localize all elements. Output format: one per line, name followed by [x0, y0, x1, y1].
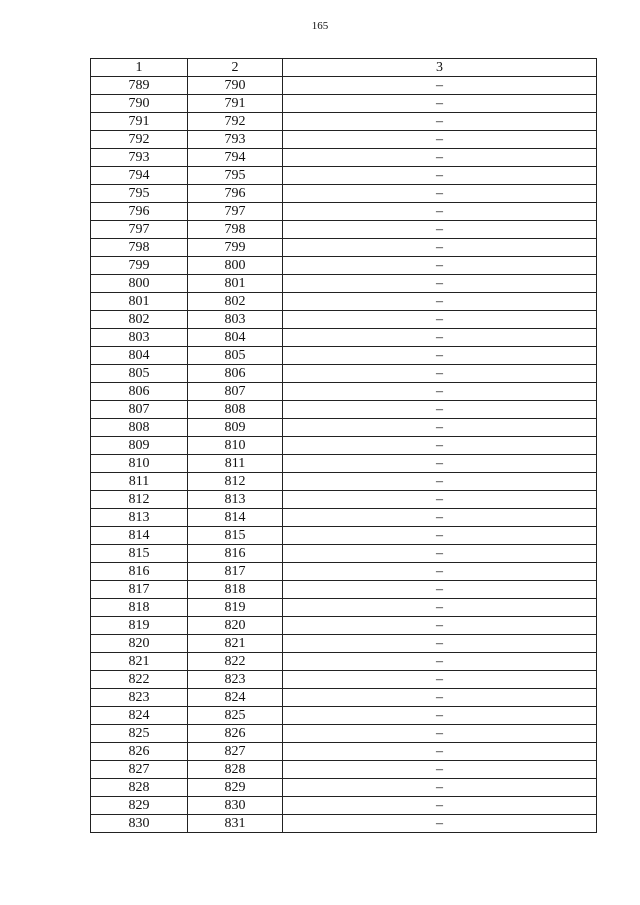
table-row	[91, 725, 597, 743]
table-row	[91, 419, 597, 437]
table-row	[91, 473, 597, 491]
table-cell-col-3: –	[283, 653, 597, 671]
table-cell-col-3: –	[283, 347, 597, 365]
table-row	[91, 671, 597, 689]
table-row	[91, 221, 597, 239]
table-row	[91, 77, 597, 95]
table-cell-col-2: 803	[188, 311, 283, 329]
table-row	[91, 329, 597, 347]
table-cell-col-3: –	[283, 689, 597, 707]
table-cell-col-1: 794	[91, 167, 188, 185]
table-row	[91, 581, 597, 599]
table-cell-col-3: –	[283, 617, 597, 635]
table-cell-col-3: –	[283, 635, 597, 653]
table-cell-col-2: 831	[188, 815, 283, 833]
table-row	[91, 563, 597, 581]
table-cell-col-2: 828	[188, 761, 283, 779]
table-cell-col-2: 796	[188, 185, 283, 203]
table-cell-col-1: 820	[91, 635, 188, 653]
column-header-1: 1	[91, 59, 188, 77]
table-cell-col-1: 806	[91, 383, 188, 401]
table-cell-col-3: –	[283, 95, 597, 113]
table-cell-col-3: –	[283, 797, 597, 815]
table-cell-col-1: 809	[91, 437, 188, 455]
table-cell-col-1: 793	[91, 149, 188, 167]
table-cell-col-2: 805	[188, 347, 283, 365]
table-cell-col-1: 812	[91, 491, 188, 509]
table-cell-col-3: –	[283, 113, 597, 131]
table-cell-col-3: –	[283, 239, 597, 257]
table-cell-col-2: 806	[188, 365, 283, 383]
table-cell-col-2: 804	[188, 329, 283, 347]
table-row	[91, 239, 597, 257]
table-cell-col-1: 822	[91, 671, 188, 689]
table-cell-col-1: 807	[91, 401, 188, 419]
table-cell-col-2: 818	[188, 581, 283, 599]
table-cell-col-3: –	[283, 77, 597, 95]
table-cell-col-2: 825	[188, 707, 283, 725]
table-cell-col-1: 810	[91, 455, 188, 473]
table-cell-col-1: 819	[91, 617, 188, 635]
table-cell-col-1: 792	[91, 131, 188, 149]
table-cell-col-3: –	[283, 725, 597, 743]
table-cell-col-1: 801	[91, 293, 188, 311]
header-row	[91, 59, 597, 77]
table-cell-col-3: –	[283, 311, 597, 329]
table-cell-col-2: 802	[188, 293, 283, 311]
table-cell-col-2: 797	[188, 203, 283, 221]
table-cell-col-2: 794	[188, 149, 283, 167]
table-row	[91, 257, 597, 275]
table-cell-col-2: 799	[188, 239, 283, 257]
table-cell-col-1: 811	[91, 473, 188, 491]
table-cell-col-2: 795	[188, 167, 283, 185]
column-header-2: 2	[188, 59, 283, 77]
table-cell-col-1: 796	[91, 203, 188, 221]
table-cell-col-3: –	[283, 149, 597, 167]
table-row	[91, 599, 597, 617]
table-row	[91, 347, 597, 365]
table-cell-col-1: 813	[91, 509, 188, 527]
page-number: 165	[311, 20, 329, 32]
table-cell-col-1: 815	[91, 545, 188, 563]
table-row	[91, 545, 597, 563]
table-row	[91, 635, 597, 653]
table-cell-col-2: 824	[188, 689, 283, 707]
table-cell-col-1: 829	[91, 797, 188, 815]
table-row	[91, 401, 597, 419]
table-cell-col-3: –	[283, 203, 597, 221]
table-row	[91, 779, 597, 797]
table-row	[91, 761, 597, 779]
table-cell-col-2: 820	[188, 617, 283, 635]
table-cell-col-2: 830	[188, 797, 283, 815]
table-cell-col-3: –	[283, 779, 597, 797]
table-cell-col-1: 826	[91, 743, 188, 761]
table-row	[91, 707, 597, 725]
table-cell-col-1: 803	[91, 329, 188, 347]
table-cell-col-1: 816	[91, 563, 188, 581]
table-cell-col-1: 808	[91, 419, 188, 437]
table-row	[91, 491, 597, 509]
table-cell-col-2: 823	[188, 671, 283, 689]
table-cell-col-3: –	[283, 473, 597, 491]
table-body	[91, 77, 597, 833]
table-cell-col-3: –	[283, 743, 597, 761]
table-row	[91, 131, 597, 149]
table-row	[91, 167, 597, 185]
table-cell-col-3: –	[283, 563, 597, 581]
table-row	[91, 383, 597, 401]
table-cell-col-3: –	[283, 167, 597, 185]
table-row	[91, 95, 597, 113]
table-cell-col-3: –	[283, 599, 597, 617]
table-row	[91, 743, 597, 761]
table-row	[91, 653, 597, 671]
table-cell-col-2: 807	[188, 383, 283, 401]
table-cell-col-1: 789	[91, 77, 188, 95]
table-cell-col-1: 818	[91, 599, 188, 617]
table-cell-col-3: –	[283, 527, 597, 545]
table-row	[91, 815, 597, 833]
table-cell-col-2: 798	[188, 221, 283, 239]
table-row	[91, 455, 597, 473]
table-cell-col-3: –	[283, 221, 597, 239]
table-cell-col-3: –	[283, 761, 597, 779]
table-cell-col-2: 816	[188, 545, 283, 563]
table-cell-col-2: 792	[188, 113, 283, 131]
table-cell-col-2: 809	[188, 419, 283, 437]
table-cell-col-3: –	[283, 707, 597, 725]
table-row	[91, 797, 597, 815]
table-cell-col-1: 821	[91, 653, 188, 671]
table-cell-col-2: 819	[188, 599, 283, 617]
table-cell-col-2: 826	[188, 725, 283, 743]
table-cell-col-3: –	[283, 815, 597, 833]
table-cell-col-3: –	[283, 671, 597, 689]
table-cell-col-1: 790	[91, 95, 188, 113]
table-cell-col-2: 827	[188, 743, 283, 761]
table-cell-col-1: 824	[91, 707, 188, 725]
table-cell-col-1: 827	[91, 761, 188, 779]
table-cell-col-3: –	[283, 437, 597, 455]
table-cell-col-3: –	[283, 293, 597, 311]
table-cell-col-2: 829	[188, 779, 283, 797]
table-cell-col-3: –	[283, 185, 597, 203]
table-cell-col-2: 813	[188, 491, 283, 509]
table-row	[91, 527, 597, 545]
table-row	[91, 437, 597, 455]
table-cell-col-2: 790	[188, 77, 283, 95]
data-table	[90, 58, 597, 833]
table-cell-col-3: –	[283, 365, 597, 383]
table-row	[91, 203, 597, 221]
table-cell-col-2: 808	[188, 401, 283, 419]
table-cell-col-2: 811	[188, 455, 283, 473]
table-cell-col-3: –	[283, 401, 597, 419]
table-cell-col-3: –	[283, 509, 597, 527]
table-cell-col-2: 822	[188, 653, 283, 671]
table-cell-col-1: 823	[91, 689, 188, 707]
table-cell-col-3: –	[283, 581, 597, 599]
table-row	[91, 365, 597, 383]
table-cell-col-2: 791	[188, 95, 283, 113]
table-cell-col-3: –	[283, 545, 597, 563]
table-cell-col-2: 800	[188, 257, 283, 275]
table-cell-col-1: 799	[91, 257, 188, 275]
table-row	[91, 293, 597, 311]
table-cell-col-3: –	[283, 275, 597, 293]
table-cell-col-3: –	[283, 329, 597, 347]
table-cell-col-3: –	[283, 257, 597, 275]
table-cell-col-2: 814	[188, 509, 283, 527]
table-cell-col-3: –	[283, 419, 597, 437]
table-cell-col-2: 815	[188, 527, 283, 545]
table-cell-col-2: 810	[188, 437, 283, 455]
table-cell-col-1: 804	[91, 347, 188, 365]
table-cell-col-1: 795	[91, 185, 188, 203]
table-cell-col-1: 798	[91, 239, 188, 257]
table-cell-col-2: 821	[188, 635, 283, 653]
table-cell-col-2: 812	[188, 473, 283, 491]
table-cell-col-1: 817	[91, 581, 188, 599]
table-cell-col-1: 791	[91, 113, 188, 131]
table-cell-col-1: 828	[91, 779, 188, 797]
table-cell-col-3: –	[283, 383, 597, 401]
table-cell-col-1: 825	[91, 725, 188, 743]
column-header-3: 3	[283, 59, 597, 77]
table-cell-col-3: –	[283, 455, 597, 473]
table-row	[91, 149, 597, 167]
table-row	[91, 275, 597, 293]
table-cell-col-2: 793	[188, 131, 283, 149]
table-row	[91, 509, 597, 527]
table-header	[91, 59, 597, 77]
table-row	[91, 311, 597, 329]
table-row	[91, 185, 597, 203]
table-cell-col-1: 814	[91, 527, 188, 545]
table-cell-col-1: 797	[91, 221, 188, 239]
table-cell-col-1: 802	[91, 311, 188, 329]
table-cell-col-2: 801	[188, 275, 283, 293]
table-cell-col-3: –	[283, 131, 597, 149]
table-cell-col-1: 800	[91, 275, 188, 293]
table-cell-col-1: 830	[91, 815, 188, 833]
table-cell-col-3: –	[283, 491, 597, 509]
table-row	[91, 617, 597, 635]
table-cell-col-2: 817	[188, 563, 283, 581]
table-row	[91, 689, 597, 707]
table-row	[91, 113, 597, 131]
table-cell-col-1: 805	[91, 365, 188, 383]
